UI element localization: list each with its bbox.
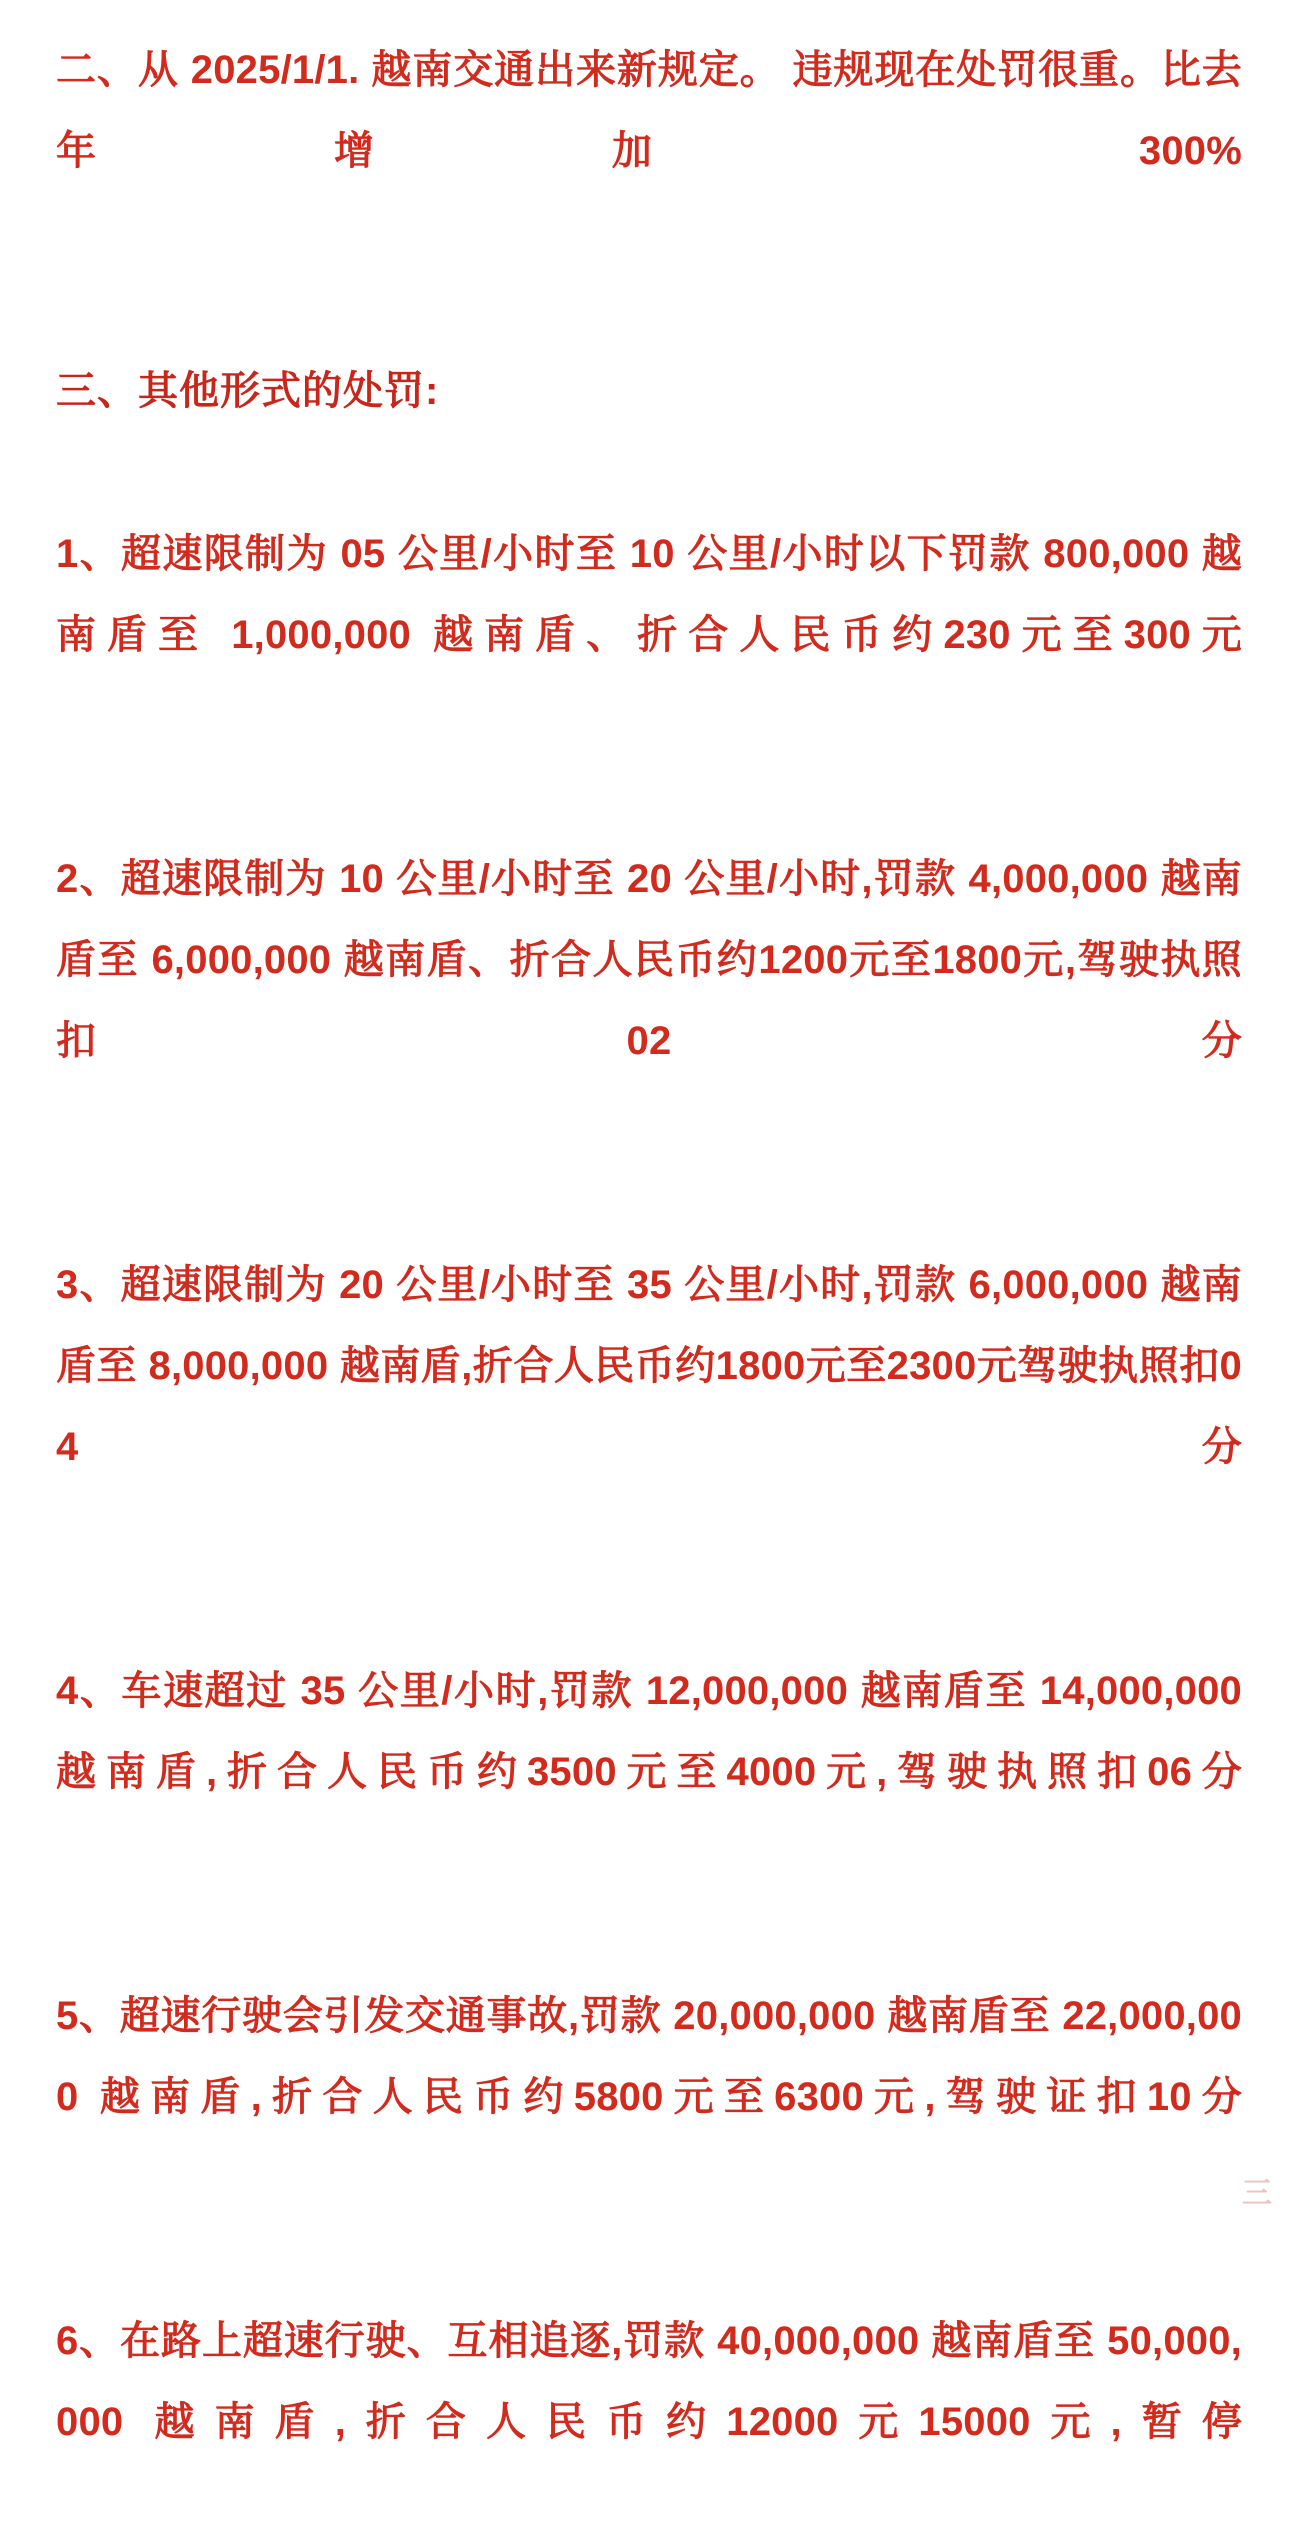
- penalty-item-2: 2、超速限制为 10 公里/小时至 20 公里/小时,罚款 4,000,000 越南盾至 6,000,000 越南盾、折合人民币约1200元至1800元,驾驶执照扣02分: [56, 857, 1242, 1063]
- section-heading-three: 三、其他形式的处罚:: [56, 369, 440, 413]
- gap-item-2-3: [56, 1163, 1242, 1245]
- penalty-item-1: 1、超速限制为 05 公里/小时至 10 公里/小时以下罚款 800,000 越南盾至 1,000,000 越南盾、折合人民币约230元至300元: [56, 532, 1242, 657]
- penalty-item-5: 5、超速行驶会引发交通事故,罚款 20,000,000 越南盾至 22,000,000 越南盾,折合人民币约5800元至6300元,驾驶证扣10分: [56, 1994, 1242, 2119]
- penalty-item-4: 4、车速超过 35 公里/小时,罚款 12,000,000 越南盾至 14,000,000 越南盾,折合人民币约3500元至4000元,驾驶执照扣06分: [56, 1669, 1254, 1794]
- gap-before-heading: [56, 273, 1242, 351]
- gap-item-4-5: [56, 1894, 1242, 1976]
- gap-after-heading: [56, 432, 1242, 514]
- penalty-item-6: 6、在路上超速行驶、互相追逐,罚款 40,000,000 越南盾至 50,000,000 越南盾,折合人民币约12000元15000元,暂停: [56, 2319, 1242, 2444]
- top-spacer: [56, 0, 1242, 30]
- gap-item-5-6: [56, 2219, 1242, 2301]
- gap-item-1-2: [56, 757, 1242, 839]
- penalty-item-3: 3、超速限制为 20 公里/小时至 35 公里/小时,罚款 6,000,000 越南盾至 8,000,000 越南盾,折合人民币约1800元至2300元驾驶执照扣04分: [56, 1263, 1242, 1469]
- paragraph-section-two-intro: 二、从 2025/1/1. 越南交通出来新规定。 违规现在处罚很重。比去年增加 300%: [56, 48, 1242, 173]
- watermark: 三: [1242, 2177, 1276, 2210]
- gap-item-3-4: [56, 1569, 1242, 1651]
